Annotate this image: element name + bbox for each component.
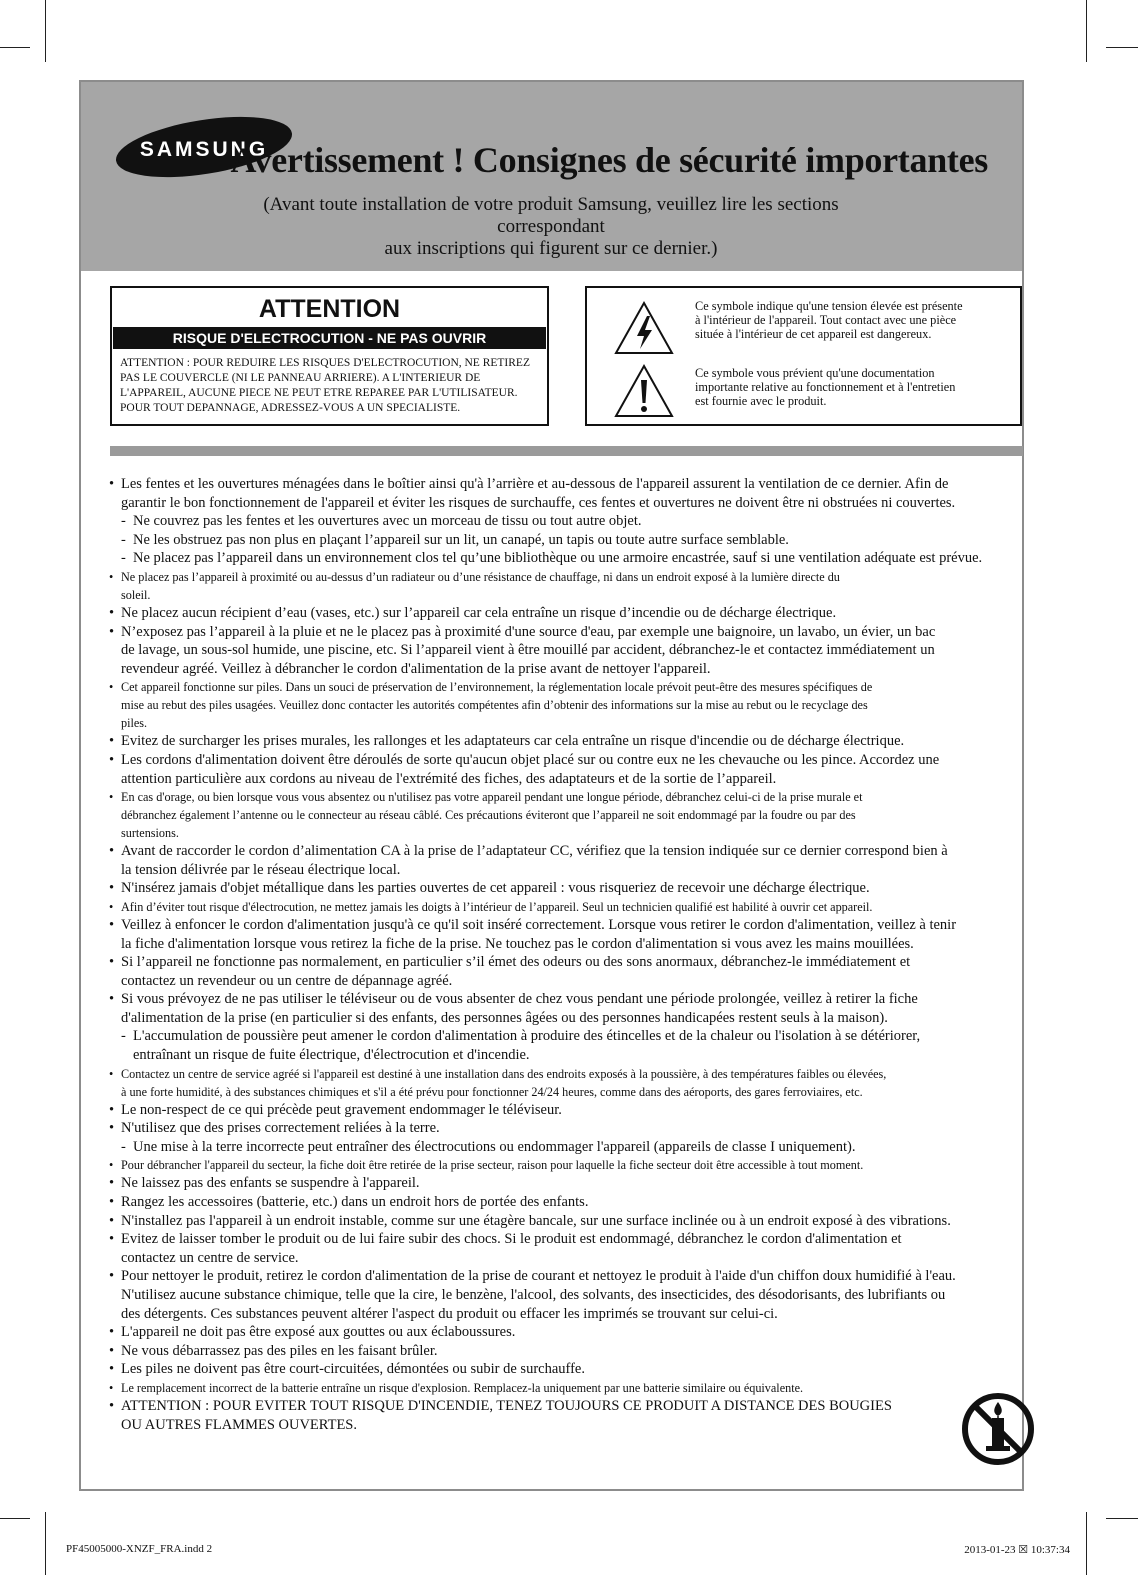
symbol-line: à l'intérieur de l'appareil. Tout contact avec une pièce [695, 313, 957, 327]
crop-mark [45, 0, 46, 62]
attention-line: L'APPAREIL, AUCUNE PIECE NE PEUT ETRE REPAREE PAR L'UTILISATEUR. [120, 387, 518, 399]
symbol-line: Ce symbole vous prévient qu'une documentation [695, 366, 935, 380]
list-item [107, 604, 1025, 623]
subtitle-line: (Avant toute installation de votre produit Samsung, veuillez lire les sections correspondant [263, 194, 839, 237]
list-item [107, 678, 1025, 732]
sub-list-item [107, 1027, 1025, 1064]
sub-list-item [107, 512, 1025, 531]
list-item-line: attention particulière aux cordons au niveau de l'extrémité des fiches, des adaptateurs et de la sortie de l’appareil. [121, 770, 777, 787]
list-item-line: • Ne placez aucun récipient d’eau (vases, etc.) sur l’appareil car cela entraîne un risque d’incendie ou de décharge électrique. [121, 604, 837, 621]
list-item [107, 1397, 1025, 1434]
list-item-line: • Si l’appareil ne fonctionne pas normalement, en particulier s’il émet des odeurs ou des sons anormaux, débranchez-le immédiatement et [121, 954, 911, 971]
symbol-line: Ce symbole indique qu'une tension élevée est présente [695, 299, 963, 313]
no-candle-icon [961, 1392, 1035, 1466]
list-item-line: • N'utilisez que des prises correctement reliées à la terre. [121, 1120, 440, 1137]
list-item-line: piles. [121, 716, 148, 731]
list-item-line: débranchez également l’antenne ou le connecteur au réseau câblé. Ces précautions éviteront que l’appareil ne soit endommagé par la foudre ou par des [121, 808, 856, 823]
crop-mark [1106, 1518, 1138, 1519]
list-item-line: • Afin d’éviter tout risque d'électrocution, ne mettez jamais les doigts à l’intérieur de l’appareil. Seul un technicien qualifié est habilité à ouvrir cet appareil. [121, 899, 873, 914]
list-item [107, 898, 1025, 916]
attention-line: POUR TOUT DEPANNAGE, ADRESSEZ-VOUS A UN SPECIALISTE. [120, 402, 461, 414]
list-item [107, 1323, 1025, 1342]
list-item-line: • N’exposez pas l’appareil à la pluie et ne le placez pas à proximité d'une source d'eau, par exemple une baignoire, un lavabo, un évier, un bac [121, 623, 936, 640]
list-item-line: OU AUTRES FLAMMES OUVERTES. [121, 1416, 357, 1433]
list-item-line: • Ne placez pas l’appareil à proximité ou au-dessus d’un radiateur ou d’une résistance de chauffage, ni dans un endroit exposé à la lumière directe du [121, 569, 840, 584]
page-subtitle [211, 194, 891, 260]
list-item-line: • Contactez un centre de service agréé si l'appareil est destiné à une installation dans des endroits exposés à la poussière, à des températures faibles ou élevées, [121, 1066, 887, 1081]
list-item-line: de lavage, un sous-sol humide, une piscine, etc. Si l’appareil vient à être mouillé par accident, débranchez-le et contactez immédiatement un [121, 642, 935, 659]
list-item [107, 1119, 1025, 1138]
list-item-line: - L'accumulation de poussière peut amener le cordon d'alimentation à produire des étincelles et de la chaleur ou l'isolation à se détériorer, [133, 1028, 921, 1045]
list-item [107, 751, 1025, 788]
symbols-box [585, 286, 1022, 426]
attention-title: ATTENTION [258, 295, 401, 323]
list-item-line: • Les piles ne doivent pas être court-circuitées, démontées ou subir de surchauffe. [121, 1361, 585, 1378]
list-item [107, 1212, 1025, 1231]
footer-filename: PF45005000-XNZF_FRA.indd 2 [66, 1543, 213, 1555]
crop-mark [0, 1518, 30, 1519]
list-item [107, 732, 1025, 751]
crop-mark [1086, 1512, 1087, 1575]
lightning-warning-icon [613, 300, 675, 356]
safety-instructions-list [107, 475, 1025, 1434]
list-item [107, 916, 1025, 953]
symbol-line: située à l'intérieur de cet appareil est dangereux. [695, 327, 932, 341]
page-frame [79, 80, 1024, 1491]
list-item [107, 1379, 1025, 1397]
list-item-line: la fiche d'alimentation lorsque vous retirez la fiche de la prise. Ne touchez pas le cordon d'alimentation si vous avez les mains mouillées. [121, 935, 914, 952]
list-item-line: • Pour débrancher l'appareil du secteur, la fiche doit être retirée de la prise secteur, raison pour laquelle la fiche secteur doit être accessible à tout moment. [121, 1158, 864, 1173]
list-item-line: N'utilisez aucune substance chimique, telle que la cire, le benzène, l'alcool, des solvants, des insecticides, des désodorisants, des lubrifiants ou [121, 1287, 946, 1303]
list-item [107, 842, 1025, 879]
list-item-line: • Si vous prévoyez de ne pas utiliser le téléviseur ou de vous absenter de chez vous pendant une période prolongée, veillez à retirer la fiche [121, 991, 918, 1008]
crop-mark [0, 47, 30, 48]
list-item-line: • Les fentes et les ouvertures ménagées dans le boîtier ainsi qu'à l’arrière et au-dessous de l'appareil assurent la ventilation de ce dernier. Afin de [121, 476, 949, 492]
list-item-line: soleil. [121, 587, 151, 602]
list-item-line: • Ne laissez pas des enfants se suspendre à l'appareil. [121, 1175, 420, 1192]
list-item [107, 788, 1025, 842]
list-item-line: la tension délivrée par le réseau électrique local. [121, 861, 401, 878]
list-item [107, 1174, 1025, 1193]
list-item-line: • Veillez à enfoncer le cordon d'alimentation jusqu'à ce qu'il soit inséré correctement. Lorsque vous retirer le cordon d'alimentation, veillez à tenir [121, 916, 957, 933]
list-item [107, 1065, 1025, 1101]
list-item-line: • Avant de raccorder le cordon d’alimentation CA à la prise de l’adaptateur CC, vérifiez que la tension indiquée sur ce dernier correspond bien à [121, 843, 948, 860]
list-item [107, 1230, 1025, 1267]
list-item-line: d'alimentation de la prise (en particulier si des enfants, des personnes âgées ou des personnes handicapées restent seuls à la maison). [121, 1009, 888, 1026]
list-item-line: mise au rebut des piles usagées. Veuillez donc contacter les autorités compétentes afin d’obtenir des informations sur la mise au rebut ou le recyclage des [121, 698, 868, 713]
list-item-line: • Evitez de laisser tomber le produit ou de lui faire subir des chocs. Si le produit est endommagé, débranchez le cordon d'alimentation et [121, 1231, 902, 1248]
list-item [107, 1156, 1025, 1174]
list-item-line: • N'insérez jamais d'objet métallique dans les parties ouvertes de cet appareil : vous risqueriez de recevoir une décharge électrique. [121, 880, 870, 897]
list-item-line: • Cet appareil fonctionne sur piles. Dans un souci de préservation de l’environnement, la réglementation locale prévoit peut-être des mesures spécifiques de [121, 680, 873, 695]
attention-box [110, 286, 549, 426]
list-item-line: • Le non-respect de ce qui précède peut gravement endommager le téléviseur. [121, 1101, 562, 1118]
list-item-line: - Ne les obstruez pas non plus en plaçant l’appareil sur un lit, un canapé, un tapis ou toute autre surface semblable. [133, 531, 789, 548]
list-item [107, 475, 1025, 512]
list-item [107, 623, 1025, 679]
list-item [107, 1267, 1025, 1323]
list-item [107, 1360, 1025, 1379]
attention-text [112, 349, 547, 416]
attention-line: PAS LE COUVERCLE (NI LE PANNEAU ARRIERE). A L'INTERIEUR DE [120, 372, 481, 384]
sub-list-item [107, 549, 1025, 568]
attention-banner: RISQUE D'ELECTROCUTION - NE PAS OUVRIR [113, 327, 546, 349]
crop-mark [1086, 0, 1087, 62]
voltage-symbol-text [695, 299, 1017, 341]
header-band [81, 82, 1022, 271]
footer-timestamp: 2013-01-23 ☒ 10:37:34 [964, 1544, 1070, 1556]
list-item [107, 953, 1025, 990]
subtitle-line: aux inscriptions qui figurent sur ce dernier.) [384, 238, 718, 259]
list-item-line: - Une mise à la terre incorrecte peut entraîner des électrocutions ou endommager l'appareil (appareils de classe I uniquement). [133, 1138, 856, 1155]
page-title: Avertissement ! Consignes de sécurité importantes [230, 140, 988, 180]
list-item-line: à une forte humidité, à des substances chimiques et s'il a été prévu pour fonctionner 24/24 heures, comme dans des aéroports, des gares ferroviaires, etc. [121, 1084, 863, 1099]
list-item-line: • Les cordons d'alimentation doivent être déroulés de sorte qu'aucun objet placé sur ou contre eux ne les chevauche ou les pince. Accordez une [121, 751, 940, 768]
crop-mark [45, 1512, 46, 1575]
exclamation-warning-icon [613, 363, 675, 419]
list-item-line: • L'appareil ne doit pas être exposé aux gouttes ou aux éclaboussures. [121, 1324, 516, 1341]
list-item [107, 1342, 1025, 1361]
list-item-line: • En cas d'orage, ou bien lorsque vous vous absentez ou n'utilisez pas votre appareil pendant une longue période, débranchez celui-ci de la prise murale et [121, 790, 863, 805]
list-item-line: revendeur agréé. Veillez à débrancher le cordon d'alimentation de la prise avant de nettoyer l'appareil. [121, 660, 711, 677]
list-item-line: garantir le bon fonctionnement de l'appareil et éviter les risques de surchauffe, ces fentes et ouvertures ne doivent être ni obstruées ni couvertes. [121, 494, 956, 511]
list-item-line: contactez un revendeur ou un centre de dépannage agréé. [121, 972, 453, 989]
list-item [107, 990, 1025, 1027]
list-item-line: • N'installez pas l'appareil à un endroit instable, comme sur une étagère bancale, sur une surface inclinée ou à un endroit exposé à des vibrations. [121, 1212, 951, 1229]
sub-list-item [107, 1138, 1025, 1157]
sub-list-item [107, 531, 1025, 550]
list-item-line: • Pour nettoyer le produit, retirez le cordon d'alimentation de la prise de courant et nettoyez le produit à l'aide d'un chiffon doux humidifié à l'eau. [121, 1268, 956, 1285]
list-item-line: entraînant un risque de fuite électrique, d'électrocution et d'incendie. [133, 1047, 530, 1064]
list-item [107, 1101, 1025, 1120]
crop-mark [1106, 47, 1138, 48]
list-item-line: • Le remplacement incorrect de la batterie entraîne un risque d'explosion. Remplacez-la uniquement par une batterie similaire ou équivalente. [121, 1380, 804, 1395]
list-item [107, 1193, 1025, 1212]
list-item-line: • Rangez les accessoires (batterie, etc.) dans un endroit hors de portée des enfants. [121, 1194, 589, 1211]
documentation-symbol-text [695, 366, 1017, 408]
list-item-line: contactez un centre de service. [121, 1249, 299, 1266]
logo-text: SAMSUNG [139, 138, 269, 161]
section-divider [110, 446, 1023, 456]
list-item-line: - Ne couvrez pas les fentes et les ouvertures avec un morceau de tissu ou tout autre objet. [133, 513, 642, 530]
symbol-line: importante relative au fonctionnement et à l'entretien [695, 380, 956, 394]
list-item-line: • Evitez de surcharger les prises murales, les rallonges et les adaptateurs car cela entraîne un risque d'incendie ou de décharge électrique. [121, 733, 905, 750]
list-item-line: - Ne placez pas l’appareil dans un environnement clos tel qu’une bibliothèque ou une armoire encastrée, sauf si une ventilation adéquate est prévue. [133, 550, 983, 567]
list-item [107, 568, 1025, 604]
attention-line: ATTENTION : POUR REDUIRE LES RISQUES D'ELECTROCUTION, NE RETIREZ [120, 357, 530, 369]
list-item-line: • ATTENTION : POUR EVITER TOUT RISQUE D'INCENDIE, TENEZ TOUJOURS CE PRODUIT A DISTANCE DES BOUGIES [121, 1397, 892, 1414]
symbol-line: est fournie avec le produit. [695, 394, 827, 408]
list-item [107, 879, 1025, 898]
list-item-line: surtensions. [121, 826, 179, 841]
list-item-line: des détergents. Ces substances peuvent altérer l'aspect du produit ou effacer les imprimés se trouvant sur celui-ci. [121, 1305, 778, 1322]
list-item-line: • Ne vous débarrassez pas des piles en les faisant brûler. [121, 1342, 438, 1359]
